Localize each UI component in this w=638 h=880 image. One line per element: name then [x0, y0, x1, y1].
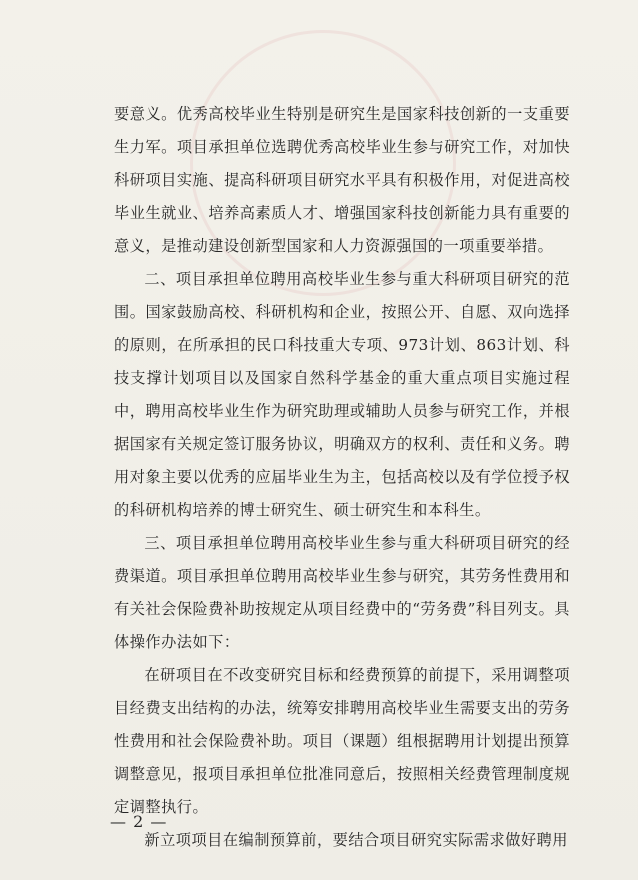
page-number: — 2 — [110, 812, 168, 831]
paragraph-5-new-projects: 新立项项目在编制预算前，要结合项目研究实际需求做好聘用 [144, 831, 568, 849]
paragraph-2-scope: 二、项目承担单位聘用高校毕业生参与重大科研项目研究的范围。国家鼓励高校、科研机构和企业，按照公开、自愿、双向选择的原则，在所承担的民口科技重大专项、973计划、863计划、科技支撑计划项目以及国家自然科学基金的重大重点项目实施过程中，聘用高校毕业生作为研究助理或辅助人员参与研究工作，并根据国家有关规定签订服务协议，明确双方的权利、责任和义务。聘用对象主要以优秀的应届毕业生为主，包括高校以及有学位授予权的科研机构培养的博士研究生、硕士研究生和本科生。 [114, 270, 570, 519]
paragraph-3-funding: 三、项目承担单位聘用高校毕业生参与重大科研项目研究的经费渠道。项目承担单位聘用高校毕业生参与研究，其劳务性费用和有关社会保险费补助按规定从项目经费中的“劳务费”科目列支。具体操作办法如下： [114, 534, 570, 651]
document-body [114, 98, 570, 857]
paragraph-1-continuation: 要意义。优秀高校毕业生特别是研究生是国家科技创新的一支重要生力军。项目承担单位选聘优秀高校毕业生参与研究工作，对加快科研项目实施、提高科研项目研究水平具有积极作用，对促进高校毕业生就业、培养高素质人才、增强国家科技创新能力具有重要的意义，是推动建设创新型国家和人力资源强国的一项重要举措。 [114, 105, 570, 255]
paragraph-4-ongoing-projects: 在研项目在不改变研究目标和经费预算的前提下，采用调整项目经费支出结构的办法，统筹安排聘用高校毕业生需要支出的劳务性费用和社会保险费补助。项目（课题）组根据聘用计划提出预算调整意见，报项目承担单位批准同意后，按照相关经费管理制度规定调整执行。 [114, 666, 570, 816]
